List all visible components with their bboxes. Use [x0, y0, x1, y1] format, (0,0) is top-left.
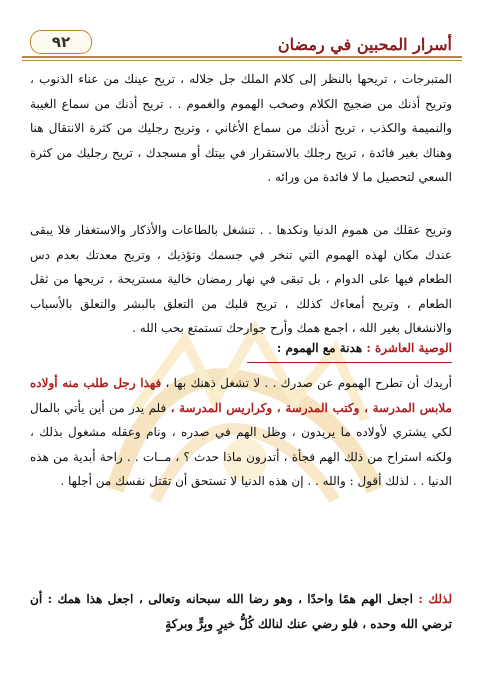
section-heading — [277, 341, 452, 355]
paragraph-3-highlight: فهذا رجل طلب منه أولاده ملابس المدرسة ، وكتب المدرسة ، وكراريس المدرسة ، — [30, 376, 452, 415]
header-divider — [22, 56, 462, 58]
paragraph-4-label: لذلك : — [418, 592, 452, 606]
book-title: أسرار المحبين في رمضان — [277, 35, 452, 54]
paragraph-2: وتريح عقلك من هموم الدنيا ونكدها . . تنشغل بالطاعات والأذكار والاستغفار فلا يبقى عندك مكان لهذه الهموم التي تنخر في جسمك وتؤذيك ، وتريح معدتك بعدم دس الطعام فيها على الدوام ، بل تبقى في نهار رمضان خالية مستريحة ، تريحها من ثقل الطعام ، وتريح أمعاءك كذلك ، تريح قلبك من التعلق بالبشر والتعلق بالأسباب والانشغال بغير الله ، اجمع همك وأرح جوارحك تستمتع بحب الله . — [30, 223, 452, 335]
paragraph-3-intro: أريدك أن تطرح الهموم عن صدرك . . لا تشغل ذهنك بها ، — [161, 376, 452, 390]
section-heading-underline — [247, 362, 452, 363]
paragraph-4-text: اجعل الهم همًا واحدًا ، وهو رضا الله سبحانه وتعالى ، اجعل هذا همك : أن ترضي الله وحده ، فلو رضي عنك لنالك كُلُّ خيرٍ وبِرٍّ وبركةٍ — [30, 592, 452, 631]
section-heading-title: هدنة مع الهموم : — [276, 341, 367, 355]
paragraph-3 — [30, 371, 452, 494]
page-number: ٩٢ — [30, 30, 92, 54]
section-heading-label: الوصية العاشرة : — [366, 341, 452, 355]
paragraph-1: المتبرجات ، تريحها بالنظر إلى كلام الملك جل جلاله ، تريح عينك من عناء الذنوب ، وتريح أذنك من ضجيج الكلام وصخب الهموم والغموم . . تريح أذنك من سماع الغيبة والنميمة والكذب ، تريح أذنك من سماع الأغاني ، وتريح رجليك من كثرة الانتقال هنا وهناك بغير فائدة ، تريح رجلك بالاستقرار في بيتك أو مسجدك ، تريح رجليك من كثرة السعي لتحصيل ما لا فائدة من ورائه . — [30, 72, 452, 184]
paragraph-3-rest: فلم يدر من أين يأتي بالمال لكي يشتري لأولاده ما يريدون ، وظل الهم في صدره ، ونام وعقله مشغول بذلك ، ولكنه استراح من ذلك الهم فجأة ، أتدرون ماذا حدث ؟ ، مــات . . راحة أبدية من هذه الدنيا . . لذلك أقول : والله . . إن هذه الدنيا لا تستحق أن تقتل نفسك من أجلها . — [30, 400, 452, 488]
header-divider-thin — [22, 60, 462, 61]
page-header — [22, 20, 462, 60]
paragraph-4 — [30, 587, 452, 636]
